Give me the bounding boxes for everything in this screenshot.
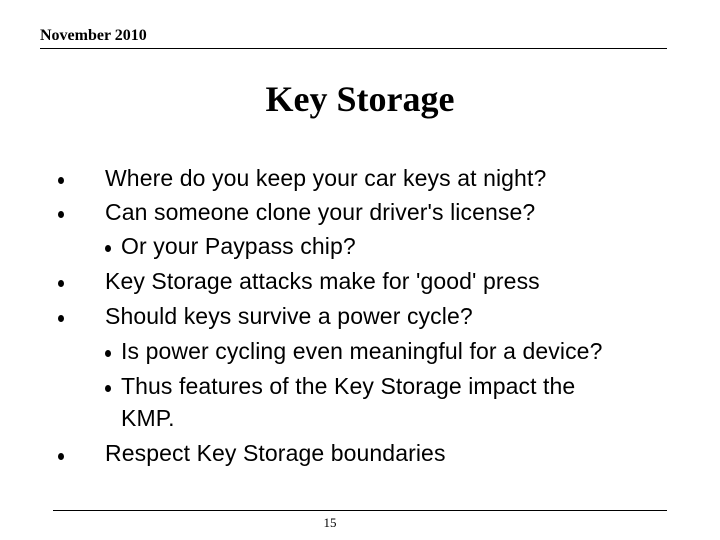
bullet-text: Is power cycling even meaningful for a device? (121, 338, 603, 364)
bullet-text: Where do you keep your car keys at night? (105, 165, 547, 191)
sub-bullet-item (0, 369, 720, 403)
bullet-text: Should keys survive a power cycle? (105, 303, 473, 329)
bullet-icon (58, 177, 64, 184)
bullet-text: Or your Paypass chip? (121, 233, 356, 259)
bullet-text: Key Storage attacks make for 'good' press (105, 268, 540, 294)
page-number: 15 (323, 515, 337, 530)
footer-divider (53, 510, 667, 511)
bullet-item (0, 299, 720, 333)
bullet-text: Can someone clone your driver's license? (105, 199, 536, 225)
bullet-text: Thus features of the Key Storage impact the (121, 373, 576, 399)
bullet-item (0, 436, 720, 470)
sub-bullet-item (0, 229, 720, 263)
sub-bullet-continuation (0, 401, 720, 435)
bullet-text: KMP. (121, 405, 175, 431)
bullet-icon (105, 385, 111, 392)
bullet-icon (58, 211, 64, 218)
bullet-icon (58, 315, 64, 322)
bullet-item (0, 161, 720, 195)
bullet-icon (105, 245, 111, 252)
bullet-icon (58, 280, 64, 287)
bullet-text: Respect Key Storage boundaries (105, 440, 446, 466)
bullet-icon (105, 350, 111, 357)
slide-title: Key Storage (265, 79, 455, 119)
bullet-item (0, 195, 720, 229)
header-date: November 2010 (40, 27, 147, 44)
bullet-item (0, 264, 720, 298)
sub-bullet-item (0, 334, 720, 368)
bullet-icon (58, 453, 64, 460)
